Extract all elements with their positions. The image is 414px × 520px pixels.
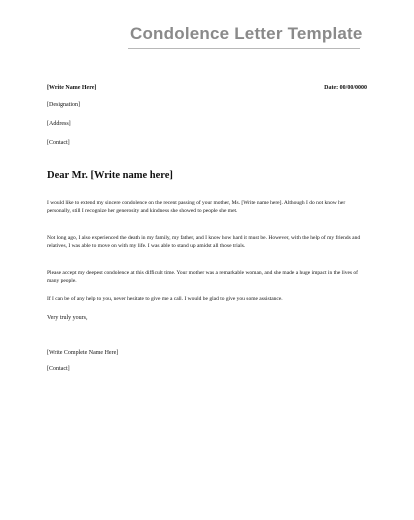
- sender-address: [Address]: [47, 121, 71, 127]
- letter-date: Date: 00/00/0000: [324, 85, 367, 91]
- sender-contact: [Contact]: [47, 140, 70, 146]
- document-title: Condolence Letter Template: [130, 24, 363, 43]
- signature-contact: [Contact]: [47, 366, 70, 372]
- sender-name: [Write Name Here]: [47, 85, 97, 91]
- paragraph-4: If I can be of any help to you, never hesitate to give me a call. I would be glad to give you some assistance.: [47, 296, 283, 302]
- paragraph-2: Not long ago, I also experienced the death in my family, my father, and I know how hard it must be. However, with the help of my friends and relatives, I was able to move on with my life. I was able to stand up amidst all those trials.: [47, 235, 361, 249]
- document-header: [130, 24, 363, 49]
- signature-name: [Write Complete Name Here]: [47, 350, 119, 356]
- letter-greeting: Dear Mr. [Write name here]: [47, 170, 173, 181]
- letter-closing: Very truly yours,: [47, 315, 88, 321]
- paragraph-3: Please accept my deepest condolence at this difficult time. Your mother was a remarkable woman, and she made a huge impact in the lives of many people.: [47, 270, 359, 284]
- sender-date-row: [47, 85, 367, 93]
- sender-designation: [Designation]: [47, 102, 80, 108]
- title-underline: [128, 48, 360, 49]
- paragraph-1: I would like to extend my sincere condolence on the recent passing of your mother, Ms. [Write name here]. Although I do not know her personally, still I recognize her generosity and kindness she showed to people she met.: [47, 200, 346, 214]
